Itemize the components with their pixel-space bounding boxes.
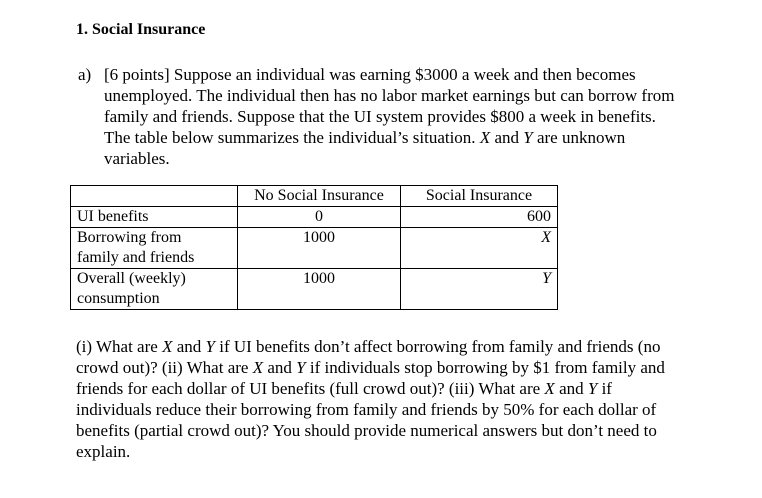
cell-no-si-ui-benefits: 0 — [238, 207, 401, 228]
row-label-ui-benefits — [71, 207, 238, 228]
row-label-text: UI benefits — [77, 208, 149, 225]
question-line: unemployed. The individual then has no labor market earnings but can borrow from — [104, 86, 675, 105]
followup-line: benefits (partial crowd out)? You should provide numerical answers but don’t need to — [76, 421, 657, 440]
cell-no-si-borrowing: 1000 — [238, 228, 401, 269]
variable-y: Y — [587, 379, 598, 398]
followup-text: and — [172, 337, 206, 356]
followup-text: (i) What are — [76, 337, 163, 356]
variable-x: X — [162, 337, 173, 356]
row-label-text: family and friends — [77, 249, 195, 266]
table-row — [71, 207, 558, 228]
followup-line — [76, 378, 716, 399]
summary-table — [70, 185, 558, 310]
followup-line: individuals reduce their borrowing from family and friends by 50% for each dollar of — [76, 400, 657, 419]
question-line: [6 points] Suppose an individual was earning $3000 a week and then becomes — [104, 65, 636, 84]
row-label-text: consumption — [77, 290, 160, 307]
followup-line — [76, 336, 716, 357]
followup-text: if — [597, 379, 612, 398]
followup-text: if UI benefits don’t affect borrowing from family and friends (no — [214, 337, 661, 356]
variable-x: X — [479, 128, 491, 147]
question-label: a) — [78, 65, 92, 84]
followup-text: if individuals stop borrowing by $1 from family and — [305, 358, 665, 377]
table-header-row — [71, 186, 558, 207]
followup-text: friends for each dollar of UI benefits (full crowd out)? (iii) What are — [76, 379, 545, 398]
section-title: 1. Social Insurance — [76, 21, 206, 38]
table-row — [71, 269, 558, 310]
followup-questions — [76, 336, 716, 462]
variable-y: Y — [296, 358, 306, 377]
header-no-social-insurance: No Social Insurance — [238, 186, 401, 207]
table-row — [71, 228, 558, 269]
followup-line — [76, 357, 716, 378]
variable-y: Y — [205, 337, 215, 356]
cell-si-consumption: Y — [401, 269, 558, 310]
question-line: variables. — [104, 149, 170, 168]
cell-no-si-consumption: 1000 — [238, 269, 401, 310]
followup-line: explain. — [76, 442, 131, 461]
row-label-text: Overall (weekly) — [77, 270, 186, 287]
cell-si-ui-benefits: 600 — [401, 207, 558, 228]
and-text: and — [490, 128, 524, 147]
variable-x: X — [252, 358, 264, 377]
variable-y: Y — [523, 128, 533, 147]
question-line-rest: are unknown — [532, 128, 626, 147]
header-social-insurance: Social Insurance — [401, 186, 558, 207]
variable-x: X — [544, 379, 555, 398]
followup-text: and — [554, 379, 588, 398]
followup-text: crowd out)? (ii) What are — [76, 358, 253, 377]
question-line-text: The table below summarizes the individual’s situation. — [104, 128, 476, 147]
question-line — [104, 127, 724, 148]
table-corner-cell — [71, 186, 238, 207]
cell-si-borrowing: X — [401, 228, 558, 269]
question-text — [104, 64, 724, 169]
row-label-text: Borrowing from — [77, 229, 182, 246]
row-label-consumption — [71, 269, 238, 310]
row-label-borrowing — [71, 228, 238, 269]
question-line: family and friends. Suppose that the UI system provides $800 a week in benefits. — [104, 107, 656, 126]
followup-text: and — [263, 358, 297, 377]
